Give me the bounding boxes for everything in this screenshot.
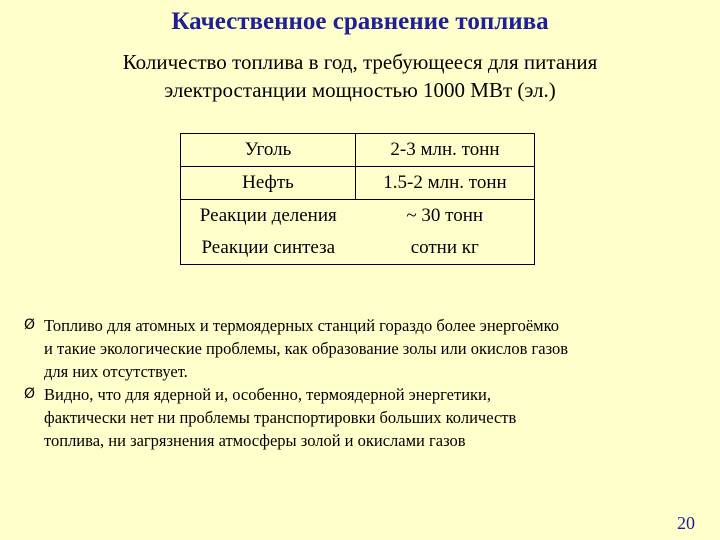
fuel-amount-cell: ~ 30 тонн [406,205,484,226]
table-row [181,134,535,167]
bullet-line: и такие экологические проблемы, как образование золы или окислов газов [44,339,569,358]
arrow-bullet-icon: Ø [24,317,36,333]
fuel-amount-cell: сотни кг [410,237,479,258]
slide-subtitle [0,48,720,104]
slide-title: Качественное сравнение топлива [171,8,549,35]
bullet-item [24,383,702,452]
bullet-line: топлива, ни загрязнения атмосферы золой и окислами газов [44,431,466,450]
bullet-line: Видно, что для ядерной и, особенно, термоядерной энергетики, [44,385,492,404]
subtitle-line-2: электростанции мощностью 1000 МВт (эл.) [164,78,556,102]
bullet-line: фактически нет ни проблемы транспортировки больших количеств [44,408,517,427]
fuel-name-cell: Нефть [181,167,356,200]
fuel-amount-cell: 1.5-2 млн. тонн [356,167,535,200]
fuel-name-cell: Уголь [181,134,356,167]
subtitle-line-1: Количество топлива в год, требующееся для питания [122,50,598,74]
fuel-amount-cell: 2-3 млн. тонн [356,134,535,167]
bullet-list [24,314,702,452]
arrow-bullet-icon: Ø [24,386,36,402]
fuel-comparison-table [180,133,535,265]
bullet-item [24,314,702,383]
fuel-name-cell: Реакции синтеза [201,237,336,258]
page-number: 20 [677,513,695,533]
table-row [181,232,535,265]
bullet-line: для них отсутствует. [44,362,188,381]
fuel-name-cell: Реакции деления [199,205,337,226]
table-row [181,167,535,200]
table-row [181,200,535,233]
bullet-line: Топливо для атомных и термоядерных станций гораздо более энергоёмко [44,316,560,335]
